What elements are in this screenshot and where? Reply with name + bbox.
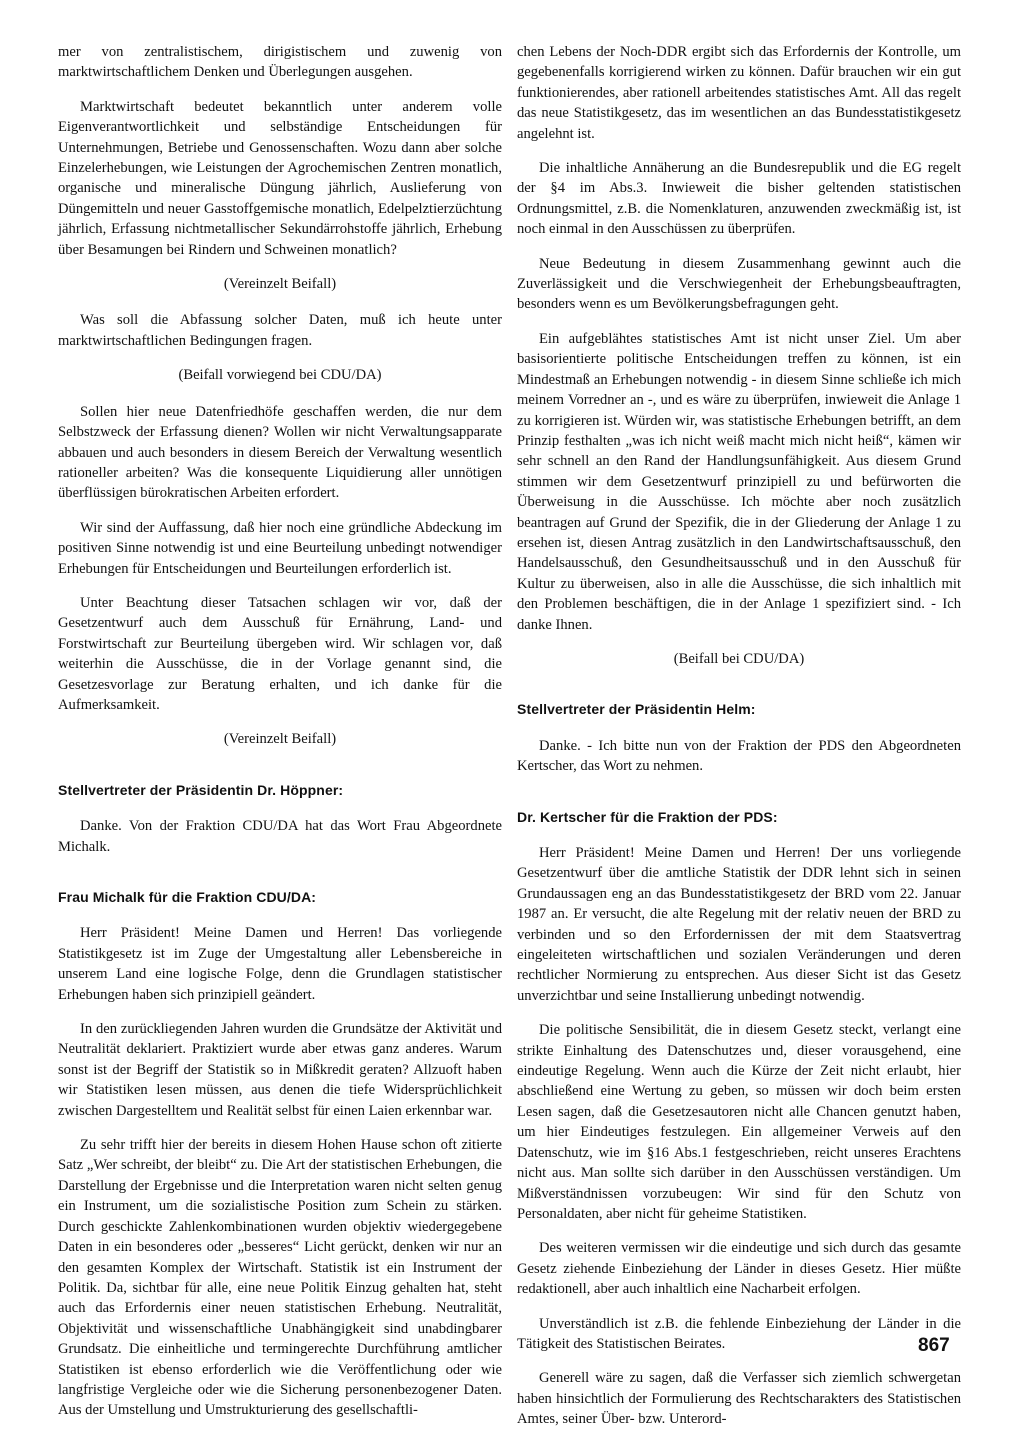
left-column: [58, 42, 502, 1435]
paragraph: Wir sind der Auffassung, daß hier noch eine gründliche Abdeckung im positiven Sinne notwendig ist und eine Beurteilung unbedingt notwendiger Erhebungen für Entscheidungen und Beurteilungen erforderlich ist.: [58, 519, 502, 577]
paragraph: Unverständlich ist z.B. die fehlende Einbeziehung der Länder in die Tätigkeit des Statistischen Beirates.: [517, 1315, 961, 1352]
paragraph: Die politische Sensibilität, die in diesem Gesetz steckt, verlangt eine strikte Einhaltung des Datenschutzes und, dieser vorausgehend, eine eindeutige Regelung. Wenn auch die Kürze der Zeit nicht erlaubt, hier abschließend eine Wertung zu geben, so müssen wir doch beim ersten Lesen sagen, daß die Gesetzesautoren nicht alle Chancen genutzt haben, um hier Eindeutiges festzulegen. Ein allgemeiner Verweis auf den Datenschutz, wie im §16 Abs.1 festgeschrieben, reicht unseres Erachtens nicht aus. Man sollte sich darüber in den Ausschüssen verständigen. Um Mißverständnissen vorzubeugen: Wir sind für den Schutz von Personaldaten, aber nicht für geheime Statistiken.: [517, 1022, 961, 1222]
paragraph: Neue Bedeutung in diesem Zusammenhang gewinnt auch die Zuverlässigkeit und die Verschwiegenheit der Erhebungsbeauftragten, besonders wenn es um Bevölkerungsbefragungen geht.: [517, 255, 961, 313]
continued-paragraph: mer von zentralistischem, dirigistischem und zuwenig von marktwirtschaftlichem Denken und Überlegungen ausgehen.: [58, 44, 502, 81]
applause-note: (Vereinzelt Beifall): [223, 731, 337, 748]
applause-note: (Vereinzelt Beifall): [223, 276, 337, 293]
paragraph: Herr Präsident! Meine Damen und Herren! Das vorliegende Statistikgesetz ist im Zuge der Umgestaltung aller Lebensbereiche in unserem Land eine logische Folge, denn die Grundlagen statistischer Erhebungen haben sich prinzipiell geändert.: [58, 925, 502, 1003]
paragraph: Zu sehr trifft hier der bereits in diesem Hohen Hause schon oft zitierte Satz „Wer schreibt, der bleibt“ zu. Die Art der statistischen Erhebungen, die Darstellung der Ergebnisse und die Interpretation waren nicht selten genug ein Instrument, um die sozialistische Position zum Schein zu stärken. Durch geschickte Zahlenkombinationen wurden objektiv wiedergegebene Daten in ein besonderes oder „besseres“ Licht gerückt, denken wir nur an den gesamten Komplex der Wirtschaft. Statistik ist ein Instrument der Politik. Da, sichtbar für alle, eine neue Politik Einzug gehalten hat, steht auch das Erfordernis einer neuen statistischen Erhebung. Neutralität, Objektivität und wissenschaftliche Unabhängigkeit sind unabdingbarer Grundsatz. Die einheitliche und termingerechte Durchführung amtlicher Statistiken ist ebenso erforderlich wie die Veröffentlichung oder wie langfristige Vergleiche oder wie die Sicherung personenbezogener Daten. Aus der Umstellung und Umstrukturierung des gesellschaftli-: [58, 1137, 502, 1419]
paragraph: Des weiteren vermissen wir die eindeutige und sich durch das gesamte Gesetz ziehende Einbeziehung der Länder in dieses Gesetz. Hier müßte redaktionell, aber auch inhaltlich eine Nacharbeit erfolgen.: [517, 1240, 961, 1298]
paragraph: In den zurückliegenden Jahren wurden die Grundsätze der Aktivität und Neutralität deklariert. Praktiziert wurde aber etwas ganz anderes. Warum sonst ist der Begriff der Statistik so in Mißkredit geraten? Allzuoft haben wir Statistiken lesen müssen, aus denen die tiefe Widersprüchlichkeit zwischen Dargestelltem und Realität selbst für einen Laien erkennbar war.: [58, 1021, 502, 1119]
paragraph: Danke. Von der Fraktion CDU/DA hat das Wort Frau Abgeordnete Michalk.: [58, 818, 502, 855]
paragraph: Generell wäre zu sagen, daß die Verfasser sich ziemlich schwergetan haben hinsichtlich der Formulierung des Rechtscharakters des Statistischen Amtes, seiner Über- bzw. Unterord-: [517, 1370, 961, 1428]
speaker-heading: Stellvertreter der Präsidentin Helm:: [517, 701, 756, 718]
speaker-heading: Dr. Kertscher für die Fraktion der PDS:: [517, 808, 778, 825]
right-column: [517, 42, 961, 1444]
paragraph: Unter Beachtung dieser Tatsachen schlagen wir vor, daß der Gesetzentwurf auch dem Ausschuß für Ernährung, Land- und Forstwirtschaft zur Beurteilung übergeben wird. Wir schlagen vor, daß weiterhin die Ausschüsse, die in der Vorlage genannt sind, die Gesetzesvorlage zur Beratung erhalten, und ich danke für die Aufmerksamkeit.: [58, 594, 502, 713]
paragraph: Sollen hier neue Datenfriedhöfe geschaffen werden, die nur dem Selbstzweck der Erfassung dienen? Wollen wir nicht Verwaltungsapparate abbauen und auch besonders in diesem Bereich der Verwaltung wesentlich rationeller arbeiten? Was die konsequente Liquidierung aller unnötigen überflüssigen bürokratischen Arbeiten erfordert.: [58, 403, 502, 502]
page-number: 867: [918, 1335, 950, 1356]
applause-note: (Beifall vorwiegend bei CDU/DA): [178, 367, 382, 384]
paragraph: Danke. - Ich bitte nun von der Fraktion der PDS den Abgeordneten Kertscher, das Wort zu nehmen.: [517, 737, 961, 775]
paragraph: Marktwirtschaft bedeutet bekanntlich unter anderem volle Eigenverantwortlichkeit und selbständige Entscheidungen für Unternehmungen, Betriebe und Genossenschaften. Wozu dann aber solche Einzelerhebungen, wie Leistungen der Agrochemischen Zentren monatlich, organische und mineralische Düngung jährlich, Auslieferung von Düngemitteln und neuer Gasstoffgemische monatlich, Edelpelztierzüchtung jährlich, Erfassung nichtmetallischer Sekundärrohstoffe jährlich, Erhebung über Besamungen bei Rindern und Schweinen monatlich?: [58, 98, 502, 258]
continued-paragraph: chen Lebens der Noch-DDR ergibt sich das Erfordernis der Kontrolle, um gegebenenfalls korrigierend wirken zu können. Dafür brauchen wir ein gut funktionierendes, aber rationell arbeitendes statistisches Amt. All das regelt das neue Statistikgesetz, das im wesentlichen an das Bundesstatistikgesetz angelehnt ist.: [517, 44, 961, 142]
speaker-heading: Frau Michalk für die Fraktion CDU/DA:: [58, 889, 317, 905]
paragraph: Herr Präsident! Meine Damen und Herren! Der uns vorliegende Gesetzentwurf über die amtliche Statistik der DDR lehnt sich in seinen Grundaussagen eng an das Bundesstatistikgesetz der BRD vom 22. Januar 1987 an. Er versucht, die alte Regelung mit der relativ neuen der BRD zu verbinden und so den Erfordernissen der mit dem Staatsvertrag eingeleiteten wirtschaftlichen und sozialen Veränderungen und deren rechtlicher Normierung zu entsprechen. Aus dieser Sicht ist das Gesetz unverzichtbar und seine Installierung unbedingt notwendig.: [517, 845, 961, 1004]
paragraph: Ein aufgeblähtes statistisches Amt ist nicht unser Ziel. Um aber basisorientierte politische Entscheidungen treffen zu können, ist ein Mindestmaß an Erhebungen notwendig - in diesem Sinne schließe ich mich meinem Vorredner an -, und es wäre zu überprüfen, inwieweit die Anlage 1 zu korrigieren ist. Würden wir, was statistische Erhebungen betrifft, an dem Prinzip festhalten „was ich nicht weiß macht mich nicht heiß“, kämen wir sehr schnell an den Rand der Handlungsunfähigkeit. Aus diesem Grund stimmen wir dem Gesetzentwurf prinzipiell zu und befürworten die Überweisung in die Ausschüsse. Ich möchte aber noch zusätzlich beantragen auf Grund der Spezifik, die in der Gliederung der Anlage 1 zu ersehen ist, diesen Antrag zusätzlich in den Landwirtschaftsausschuß, den Handelsausschuß, den Gesundheitsausschuß und in den Ausschuß für Kultur zu überweisen, also in alle die Ausschüsse, die sich inhaltlich mit den Problemen beschäftigen, die in der Anlage 1 spezifiziert sind. - Ich danke Ihnen.: [517, 330, 961, 633]
speaker-heading: Stellvertreter der Präsidentin Dr. Höppner:: [58, 781, 344, 798]
paragraph: Was soll die Abfassung solcher Daten, muß ich heute unter marktwirtschaftlichen Bedingungen fragen.: [58, 312, 502, 349]
paragraph: Die inhaltliche Annäherung an die Bundesrepublik und die EG regelt der §4 im Abs.3. Inwieweit die bisher geltenden statistischen Ordnungsmittel, z.B. die Nomenklaturen, anzuwenden zweckmäßig ist, ist noch einmal in den Ausschüssen zu überprüfen.: [517, 160, 961, 238]
applause-note: (Beifall bei CDU/DA): [673, 650, 805, 667]
